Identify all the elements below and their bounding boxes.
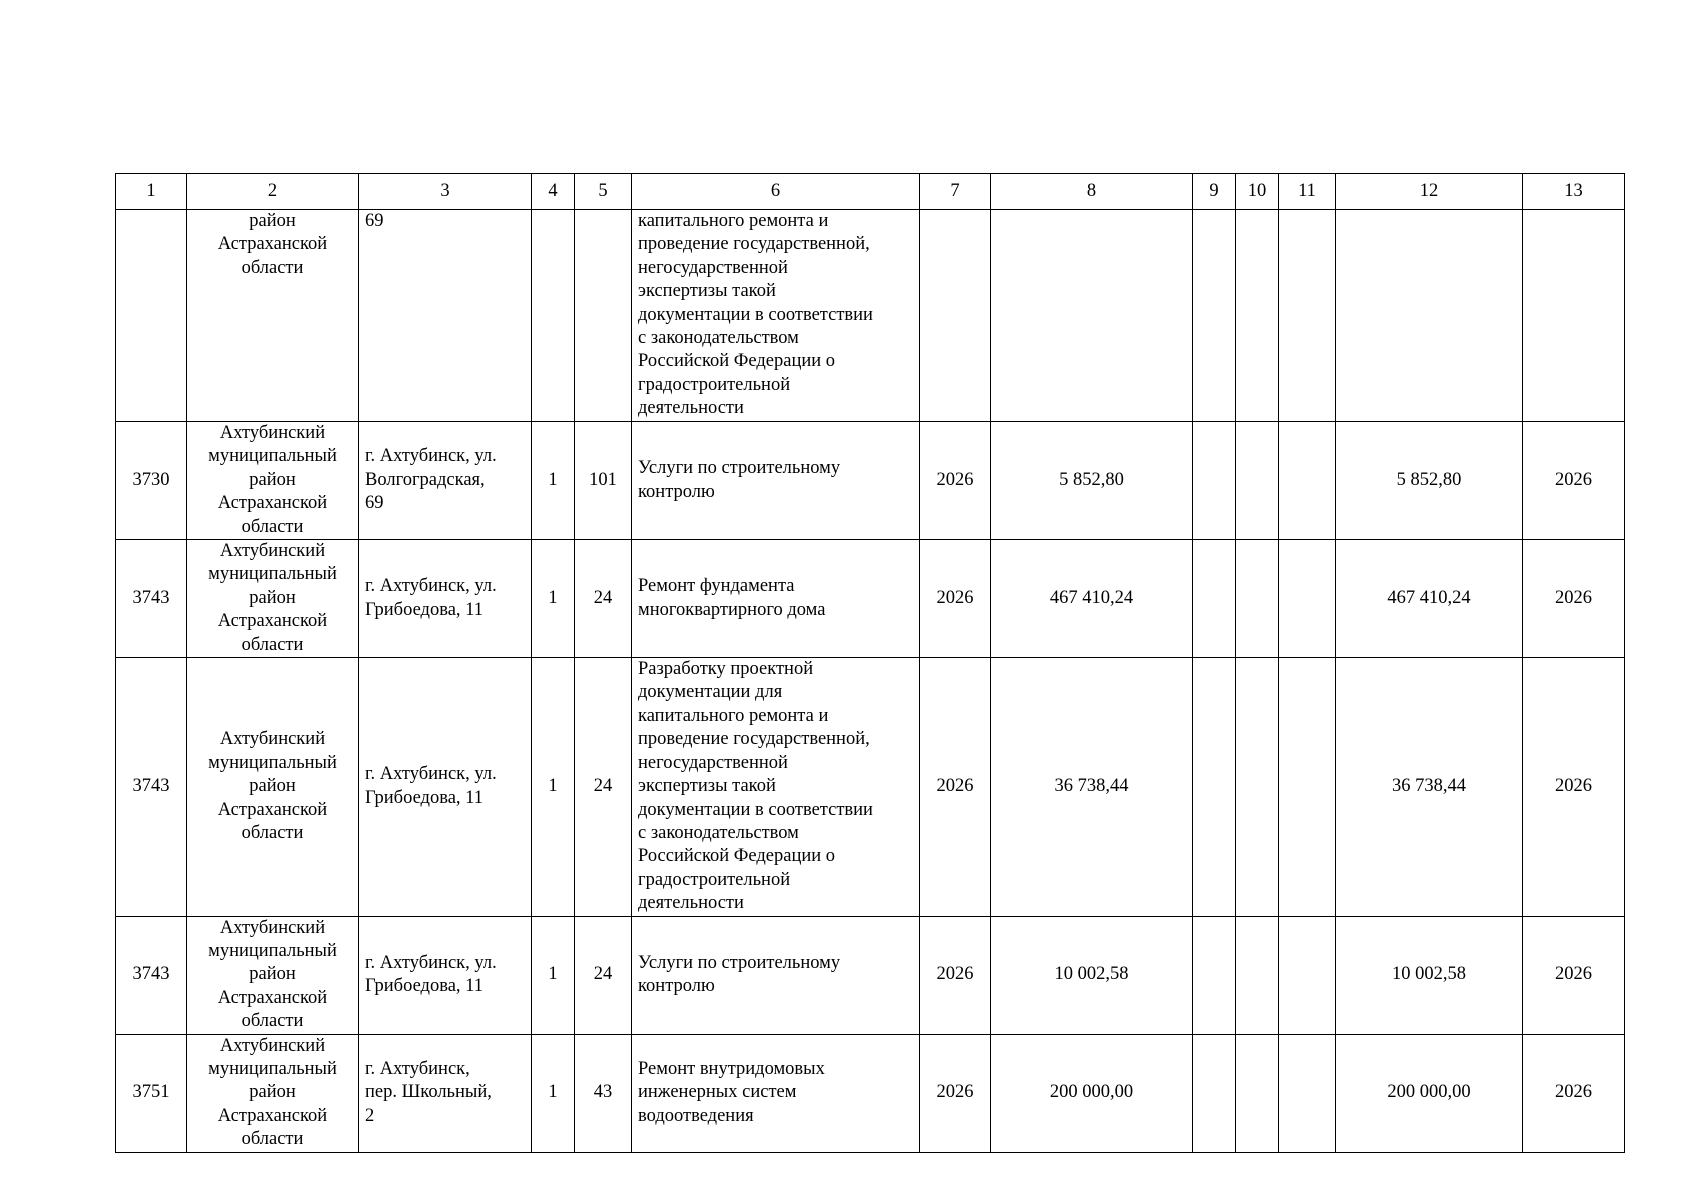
column-number: 6: [632, 174, 920, 210]
cell-col12: 467 410,24: [1336, 540, 1523, 658]
cell-col11: [1279, 422, 1336, 540]
cell-col5: 43: [575, 1034, 632, 1152]
cell-col12: 10 002,58: [1336, 916, 1523, 1034]
cell-municipality: Ахтубинский муниципальный район Астраханской области: [187, 1034, 359, 1152]
cell-col10: [1236, 540, 1279, 658]
cell-col5: 24: [575, 540, 632, 658]
cell-col12: [1336, 210, 1523, 422]
cell-municipality: Ахтубинский муниципальный район Астраханской области: [187, 658, 359, 916]
column-number: 4: [532, 174, 575, 210]
table-row: [116, 1034, 1625, 1152]
cell-col8: 10 002,58: [991, 916, 1193, 1034]
cell-col5: 24: [575, 658, 632, 916]
cell-col9: [1193, 658, 1236, 916]
cell-col11: [1279, 540, 1336, 658]
cell-col5: 24: [575, 916, 632, 1034]
cell-col8: [991, 210, 1193, 422]
cell-col11: [1279, 1034, 1336, 1152]
cell-number: [116, 210, 187, 422]
table-row: [116, 916, 1625, 1034]
cell-col4: 1: [532, 658, 575, 916]
cell-number: 3751: [116, 1034, 187, 1152]
cell-address: г. Ахтубинск, ул. Грибоедова, 11: [359, 658, 532, 916]
cell-municipality: Ахтубинский муниципальный район Астраханской области: [187, 540, 359, 658]
cell-address: г. Ахтубинск, ул. Волгоградская, 69: [359, 422, 532, 540]
cell-col8: 200 000,00: [991, 1034, 1193, 1152]
cell-col8: 5 852,80: [991, 422, 1193, 540]
column-number-row: [116, 174, 1625, 210]
cell-work-type: Услуги по строительному контролю: [632, 422, 920, 540]
column-number: 10: [1236, 174, 1279, 210]
cell-col7: [920, 210, 991, 422]
cell-col10: [1236, 916, 1279, 1034]
cell-municipality: Ахтубинский муниципальный район Астраханской области: [187, 916, 359, 1034]
column-number: 9: [1193, 174, 1236, 210]
cell-col13: [1523, 210, 1625, 422]
cell-col5: [575, 210, 632, 422]
cell-address: г. Ахтубинск, ул. Грибоедова, 11: [359, 916, 532, 1034]
cell-col11: [1279, 210, 1336, 422]
cell-col7: 2026: [920, 916, 991, 1034]
cell-col9: [1193, 1034, 1236, 1152]
cell-municipality: район Астраханской области: [187, 210, 359, 422]
cell-col7: 2026: [920, 540, 991, 658]
cell-col10: [1236, 210, 1279, 422]
cell-col7: 2026: [920, 422, 991, 540]
cell-col4: 1: [532, 422, 575, 540]
cell-municipality: Ахтубинский муниципальный район Астраханской области: [187, 422, 359, 540]
column-number: 8: [991, 174, 1193, 210]
cell-col4: 1: [532, 1034, 575, 1152]
cell-col5: 101: [575, 422, 632, 540]
cell-address: г. Ахтубинск, пер. Школьный, 2: [359, 1034, 532, 1152]
cell-number: 3743: [116, 916, 187, 1034]
cell-col9: [1193, 210, 1236, 422]
continuation-row: [116, 210, 1625, 422]
cell-col8: 36 738,44: [991, 658, 1193, 916]
column-number: 3: [359, 174, 532, 210]
cell-work-type: капитального ремонта и проведение государственной, негосударственной экспертизы такой документации в соответствии с законодательством Российской Федерации о градостроительной деятельности: [632, 210, 920, 422]
cell-col10: [1236, 1034, 1279, 1152]
cell-col11: [1279, 916, 1336, 1034]
column-number: 11: [1279, 174, 1336, 210]
cell-col13: 2026: [1523, 422, 1625, 540]
cell-number: 3743: [116, 658, 187, 916]
cell-col4: [532, 210, 575, 422]
column-number: 5: [575, 174, 632, 210]
cell-work-type: Разработку проектной документации для капитального ремонта и проведение государственной, негосударственной экспертизы такой документации в соответствии с законодательством Российской Федерации о градостроительной деятельности: [632, 658, 920, 916]
capital-repair-table: [115, 173, 1625, 1153]
column-number: 7: [920, 174, 991, 210]
table-row: [116, 540, 1625, 658]
column-number: 12: [1336, 174, 1523, 210]
cell-number: 3743: [116, 540, 187, 658]
cell-col9: [1193, 916, 1236, 1034]
cell-col11: [1279, 658, 1336, 916]
cell-col12: 36 738,44: [1336, 658, 1523, 916]
column-number: 2: [187, 174, 359, 210]
cell-work-type: Услуги по строительному контролю: [632, 916, 920, 1034]
cell-col13: 2026: [1523, 540, 1625, 658]
cell-col12: 5 852,80: [1336, 422, 1523, 540]
cell-col7: 2026: [920, 1034, 991, 1152]
cell-work-type: Ремонт внутридомовых инженерных систем водоотведения: [632, 1034, 920, 1152]
cell-col8: 467 410,24: [991, 540, 1193, 658]
cell-number: 3730: [116, 422, 187, 540]
column-number: 13: [1523, 174, 1625, 210]
cell-address: г. Ахтубинск, ул. Грибоедова, 11: [359, 540, 532, 658]
table-row: [116, 658, 1625, 916]
cell-col12: 200 000,00: [1336, 1034, 1523, 1152]
cell-col13: 2026: [1523, 658, 1625, 916]
column-number: 1: [116, 174, 187, 210]
cell-col9: [1193, 422, 1236, 540]
table-row: [116, 422, 1625, 540]
cell-col10: [1236, 658, 1279, 916]
cell-col7: 2026: [920, 658, 991, 916]
cell-work-type: Ремонт фундамента многоквартирного дома: [632, 540, 920, 658]
cell-col4: 1: [532, 916, 575, 1034]
cell-col9: [1193, 540, 1236, 658]
cell-col13: 2026: [1523, 916, 1625, 1034]
cell-col13: 2026: [1523, 1034, 1625, 1152]
cell-col4: 1: [532, 540, 575, 658]
cell-address: 69: [359, 210, 532, 422]
cell-col10: [1236, 422, 1279, 540]
